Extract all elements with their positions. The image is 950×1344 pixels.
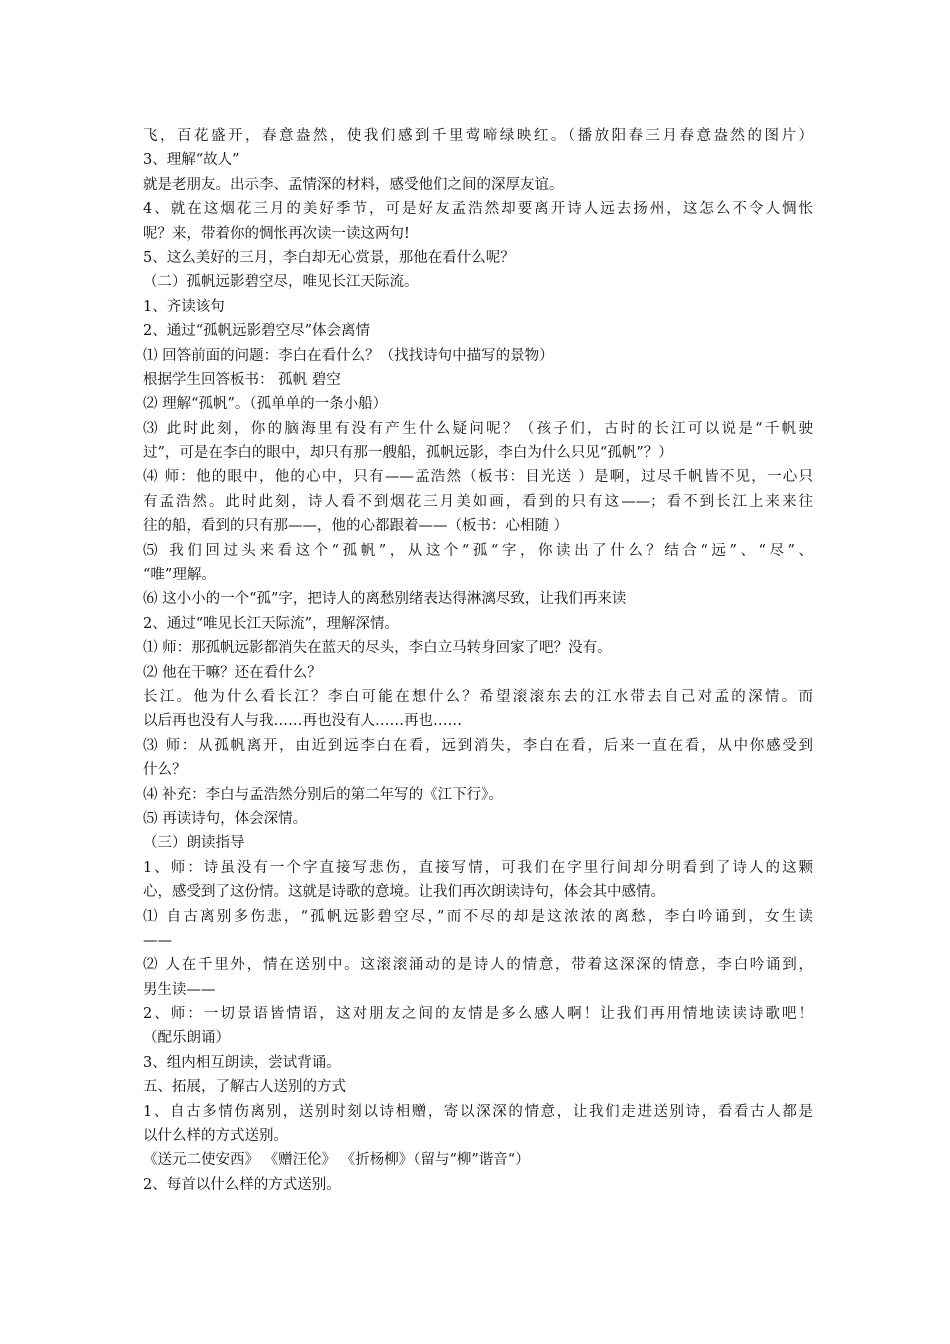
text-line: ⑷ 补充：李白与孟浩然分别后的第二年写的《江下行》。 (143, 786, 503, 803)
text-line: ⑶ 此时此刻，你的脑海里有没有产生什么疑问呢？（孩子们，古时的长江可以说是“千帆驶 (143, 420, 813, 437)
text-line: ⑶ 师：从孤帆离开，由近到远李白在看，远到消失，李白在看，后来一直在看，从中你感受到 (143, 737, 813, 754)
text-line: （三）朗读指导 (143, 835, 245, 852)
text-line: ⑸ 我们回过头来看这个“孤帆”，从这个“孤“字，你读出了什么？结合“远”、“尽”、 (143, 542, 813, 559)
text-line: 以什么样的方式送别。 (143, 1128, 288, 1145)
document-body (143, 124, 813, 1197)
text-line: 什么？ (143, 762, 187, 779)
text-line: 1、师：诗虽没有一个字直接写悲伤，直接写情，可我们在字里行间却分明看到了诗人的这颗 (143, 859, 813, 876)
text-line: ⑹ 这小小的一个“孤”字，把诗人的离愁别绪表达得淋漓尽致，让我们再来读 (143, 591, 627, 608)
text-line: 2、通过“唯见长江天际流”，理解深情。 (143, 615, 400, 632)
text-line: 3、理解“故人” (143, 152, 240, 169)
text-line: （二）孤帆远影碧空尽，唯见长江天际流。 (143, 274, 419, 291)
text-line: ⑵ 他在干嘛？还在看什么？ (143, 664, 322, 681)
text-line: ⑸ 再读诗句，体会深情。 (143, 810, 308, 827)
text-line: 1、自古多情伤离别，送别时刻以诗相赠，寄以深深的情意，让我们走进送别诗，看看古人都是 (143, 1103, 813, 1120)
text-line: ⑴ 自古离别多伤悲，“孤帆远影碧空尽，”而不尽的却是这浓浓的离愁，李白吟诵到，女生读 (143, 908, 813, 925)
text-line: 往的船，看到的只有那——，他的心都跟着——（板书：心相随 ） (143, 518, 569, 535)
text-line: 飞，百花盛开，春意盎然，使我们感到千里莺啼绿映红。（播放阳春三月春意盎然的图片） (143, 128, 813, 144)
text-line: （配乐朗诵） (143, 1030, 230, 1047)
text-line: 有孟浩然。此时此刻，诗人看不到烟花三月美如画，看到的只有这——；看不到长江上来来往 (143, 493, 813, 510)
text-line: “唯”理解。 (143, 567, 216, 584)
text-line: 呢？来，带着你的惆怅再次读一读这两句! (143, 225, 410, 242)
text-line: 4、就在这烟花三月的美好季节，可是好友孟浩然却要离开诗人远去扬州，这怎么不令人惆怅 (143, 201, 813, 218)
text-line: 5、这么美好的三月，李白却无心赏景，那他在看什么呢？ (143, 249, 515, 266)
text-line: —— (143, 932, 172, 949)
text-line: 2、师：一切景语皆情语，这对朋友之间的友情是多么感人啊！让我们再用情地读读诗歌吧！ (143, 1006, 813, 1023)
text-line: ⑵ 人在千里外，情在送别中。这滚滚涌动的是诗人的情意，带着这深深的情意，李白吟诵到， (143, 957, 813, 974)
text-line: 根据学生回答板书： 孤帆 碧空 (143, 371, 341, 388)
text-line: 3、组内相互朗读，尝试背诵。 (143, 1054, 341, 1071)
text-line: 五、拓展，了解古人送别的方式 (143, 1079, 346, 1096)
text-line: 就是老朋友。出示李、孟情深的材料，感受他们之间的深厚友谊。 (143, 176, 564, 193)
text-line: 长江。他为什么看长江？李白可能在想什么？希望滚滚东去的江水带去自己对孟的深情。而 (143, 688, 813, 705)
text-line: ⑴ 回答前面的问题：李白在看什么？（找找诗句中描写的景物） (143, 347, 554, 364)
text-line: 《送元二使安西》 《赠汪伦》 《折杨柳》（留与“柳”谐音“） (143, 1152, 530, 1169)
text-line: 2、每首以什么样的方式送别。 (143, 1176, 341, 1193)
text-line: 以后再也没有人与我……再也没有人……再也…… (143, 713, 462, 730)
text-line: 1、齐读该句 (143, 298, 225, 315)
text-line: 过”，可是在李白的眼中，却只有那一艘船，孤帆远影，李白为什么只见“孤帆”？） (143, 445, 673, 462)
text-line: 2、通过“孤帆远影碧空尽”体会离情 (143, 323, 371, 340)
text-line: ⑴ 师：那孤帆远影都消失在蓝天的尽头，李白立马转身回家了吧？没有。 (143, 640, 612, 657)
text-line: ⑷ 师：他的眼中，他的心中，只有——孟浩然（板书：目光送 ）是啊，过尽千帆皆不见，一心只 (143, 469, 813, 486)
text-line: 男生读—— (143, 981, 216, 998)
text-line: 心，感受到了这份情。这就是诗歌的意境。让我们再次朗读诗句，体会其中感情。 (143, 884, 665, 901)
text-line: ⑵ 理解“孤帆”。（孤单单的一条小船） (143, 396, 388, 413)
